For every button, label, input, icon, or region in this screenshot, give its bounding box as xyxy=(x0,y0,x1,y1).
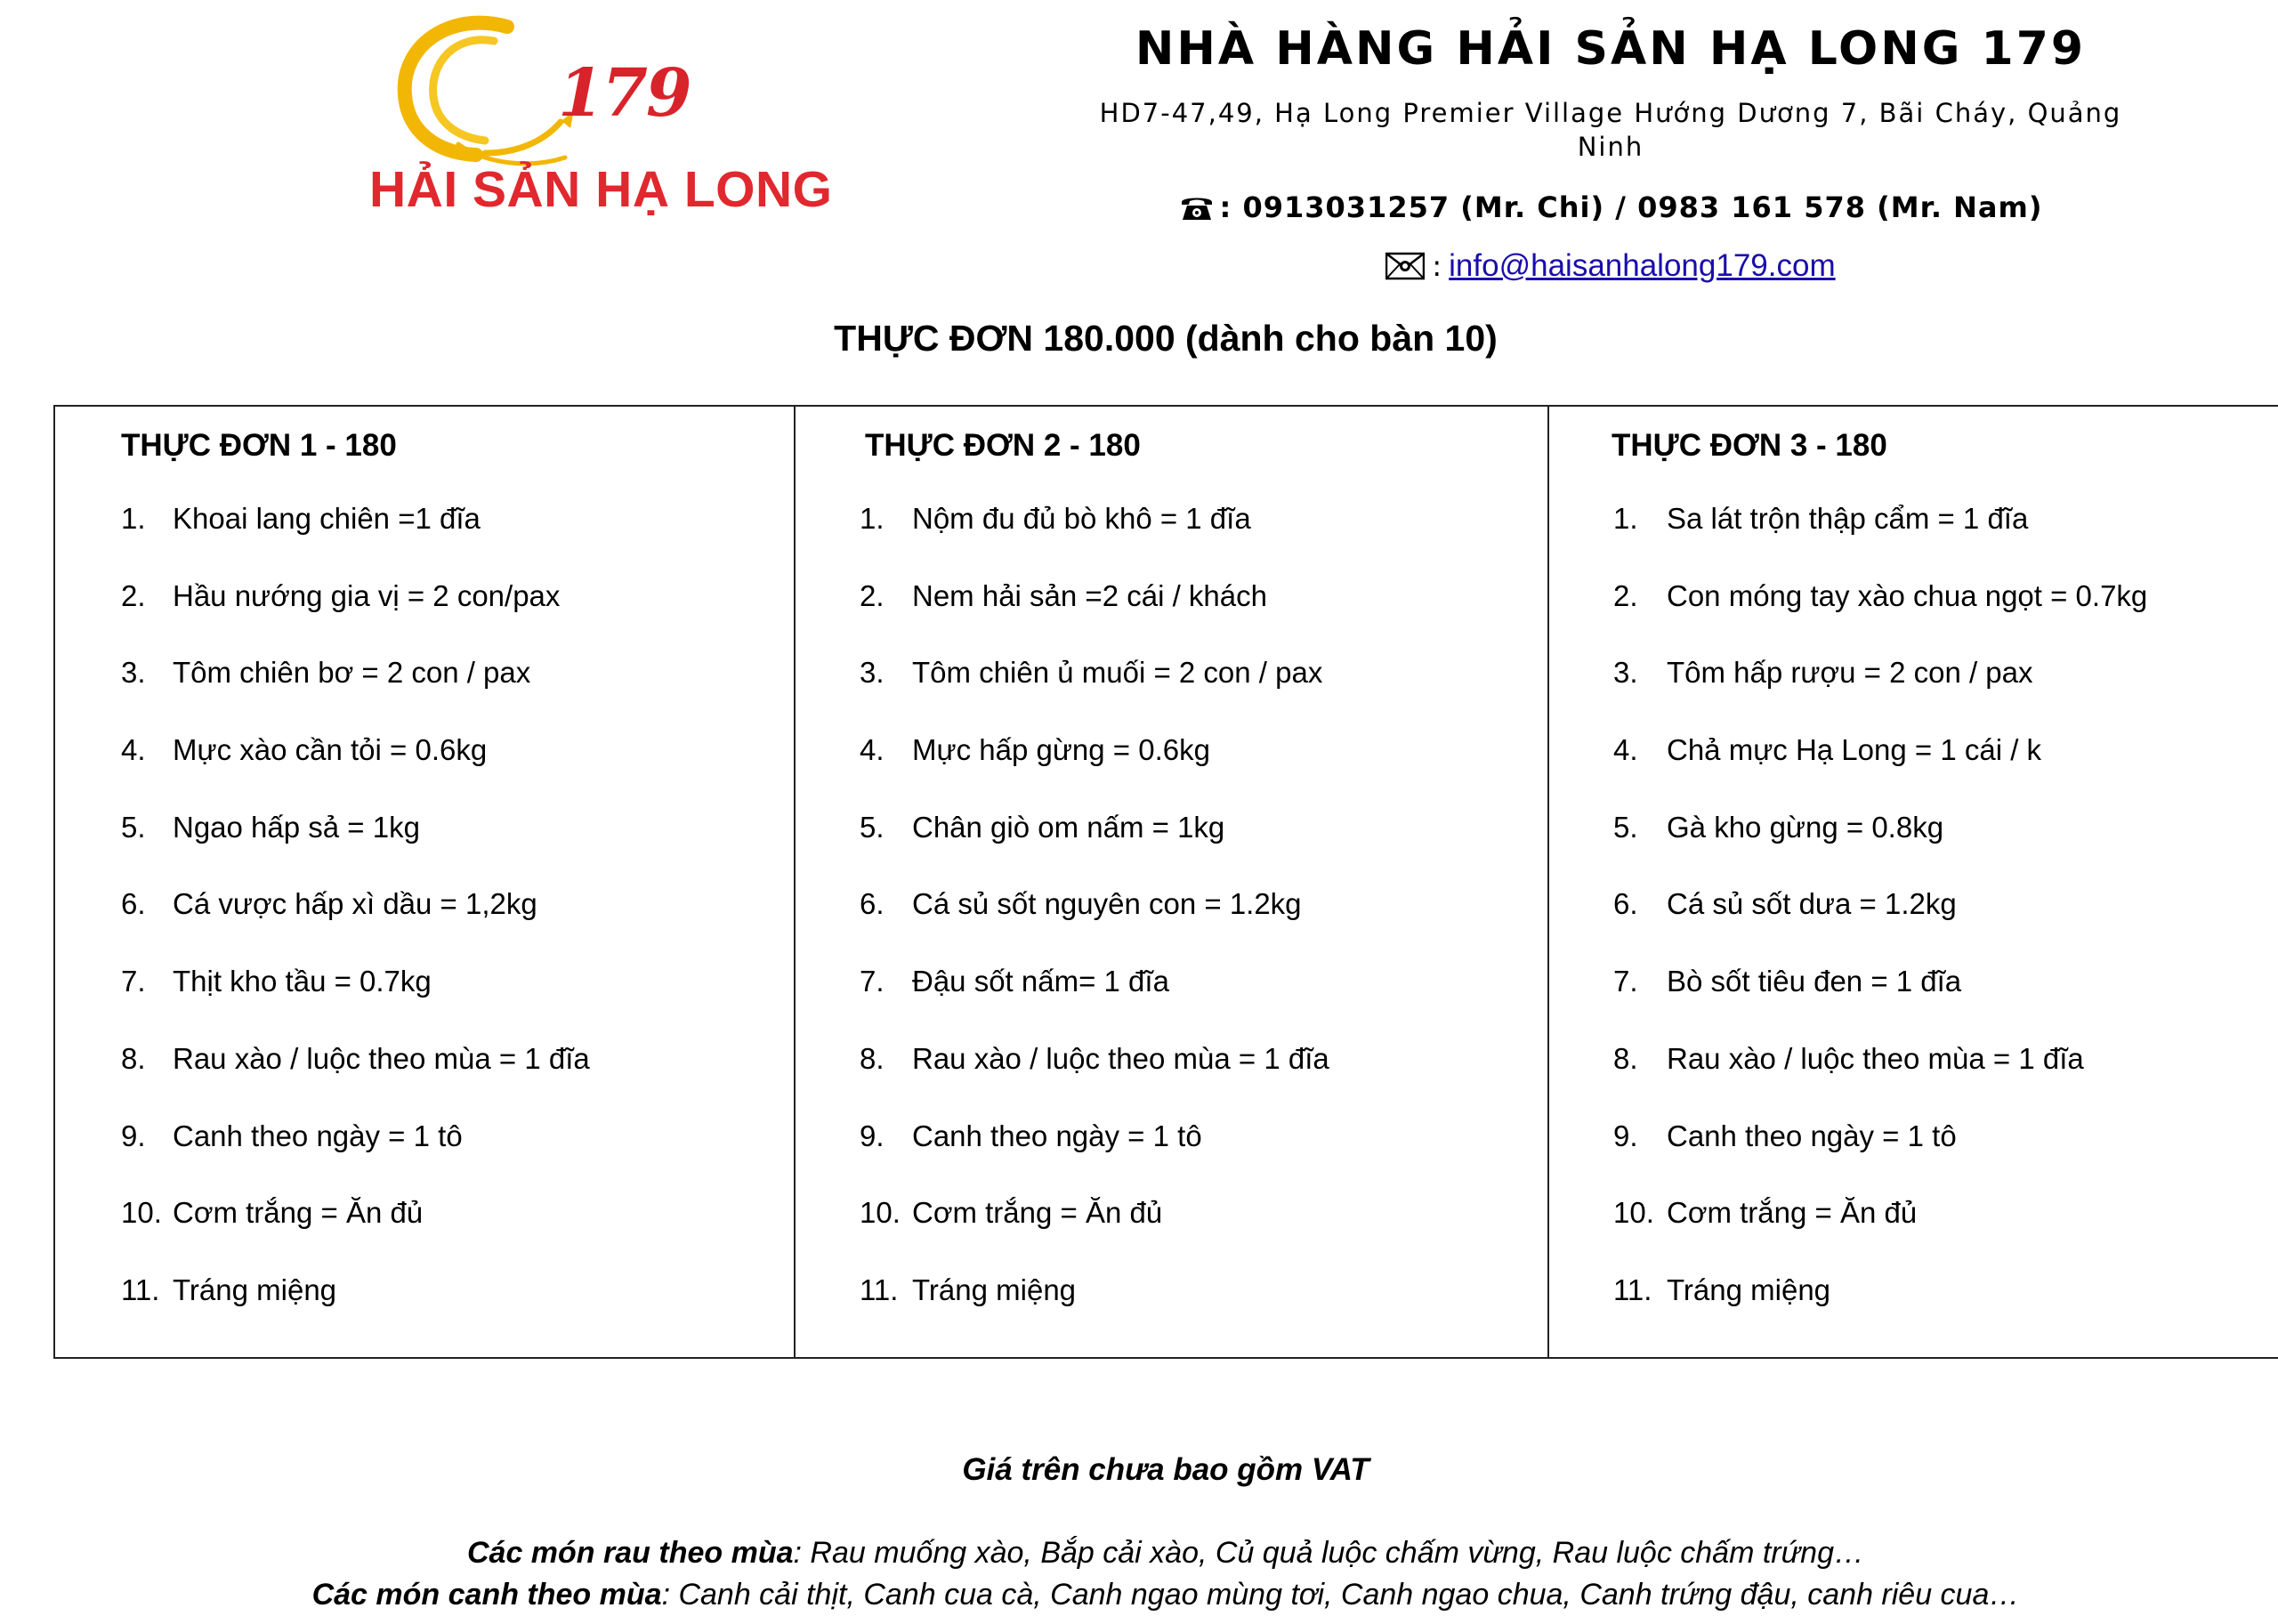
menu-item xyxy=(55,1192,794,1269)
menu-title: THỰC ĐƠN 180.000 (dành cho bàn 10) xyxy=(834,318,1498,359)
seasonal-vegetables-note xyxy=(0,1532,2278,1573)
item-text: Khoai lang chiên =1 đĩa xyxy=(173,502,481,535)
item-number: 11. xyxy=(1613,1273,1652,1306)
item-text: Mực xào cần tỏi = 0.6kg xyxy=(173,733,488,767)
restaurant-logo xyxy=(351,11,832,224)
item-number: 2. xyxy=(1613,578,1638,612)
item-number: 5. xyxy=(121,810,146,844)
menu-item xyxy=(55,960,794,1038)
email-link[interactable]: info@haisanhalong179.com xyxy=(1449,248,1836,283)
menu-table xyxy=(53,405,2278,1359)
menu-item xyxy=(796,806,1547,884)
item-text: Rau xào / luộc theo mùa = 1 đĩa xyxy=(912,1041,1329,1075)
menu-item xyxy=(1549,883,2278,960)
item-text: Con móng tay xào chua ngọt = 0.7kg xyxy=(1667,578,2148,612)
item-text: Tôm chiên bơ = 2 con / pax xyxy=(173,656,531,690)
item-text: Hầu nướng gia vị = 2 con/pax xyxy=(173,578,561,612)
menu-item xyxy=(796,575,1547,652)
menu-item xyxy=(1549,806,2278,884)
item-number: 2. xyxy=(121,578,146,612)
menu-item xyxy=(796,1192,1547,1269)
item-number: 7. xyxy=(1613,965,1638,998)
item-text: Tráng miệng xyxy=(912,1273,1077,1306)
item-number: 1. xyxy=(860,502,885,535)
seasonal-soups-label: Các món canh theo mùa xyxy=(311,1578,662,1612)
menu-item xyxy=(55,1269,794,1346)
item-text: Cá sủ sốt dưa = 1.2kg xyxy=(1667,887,1957,921)
menu-item xyxy=(796,497,1547,575)
menu-item xyxy=(1549,651,2278,729)
menu-item xyxy=(796,1269,1547,1346)
item-number: 4. xyxy=(860,733,885,767)
menu-heading: THỰC ĐƠN 1 - 180 xyxy=(121,428,397,463)
item-text: Tráng miệng xyxy=(1667,1273,1831,1306)
item-text: Cá sủ sốt nguyên con = 1.2kg xyxy=(912,887,1302,921)
menu-item xyxy=(55,1038,794,1115)
item-number: 10. xyxy=(121,1196,162,1230)
item-text: Cơm trắng = Ăn đủ xyxy=(912,1196,1163,1230)
item-number: 3. xyxy=(121,656,146,690)
restaurant-address: HD7-47,49, Hạ Long Premier Village Hướng Dương 7, Bãi Cháy, Quảng Ninh xyxy=(1099,98,2122,162)
item-text: Chả mực Hạ Long = 1 cái / k xyxy=(1667,733,2042,767)
logo-number: 179 xyxy=(558,55,691,132)
menu-item xyxy=(55,1115,794,1192)
seasonal-soups-text: : Canh cải thịt, Canh cua cà, Canh ngao mùng tơi, Canh ngao chua, Canh trứng đậu, canh riêu cua… xyxy=(661,1578,2020,1612)
menu-item xyxy=(796,1115,1547,1192)
item-text: Tráng miệng xyxy=(173,1273,337,1306)
item-number: 9. xyxy=(1613,1119,1638,1152)
menu-item xyxy=(1549,1038,2278,1115)
menu-item xyxy=(1549,1115,2278,1192)
vat-note: Giá trên chưa bao gồm VAT xyxy=(962,1452,1369,1487)
item-text: Rau xào / luộc theo mùa = 1 đĩa xyxy=(173,1041,590,1075)
menu-item xyxy=(55,883,794,960)
phone-numbers: : 0913031257 (Mr. Chi) / 0983 161 578 (Mr. Nam) xyxy=(1219,190,2043,224)
seasonal-vegetables-text: : Rau muống xào, Bắp cải xào, Củ quả luộc chấm vừng, Rau luộc chấm trứng… xyxy=(793,1536,1864,1570)
menu-item xyxy=(796,1038,1547,1115)
email-line xyxy=(1068,247,2153,285)
item-number: 5. xyxy=(860,810,885,844)
envelope-icon xyxy=(1385,252,1425,280)
menu-item xyxy=(55,575,794,652)
menu-item xyxy=(55,497,794,575)
item-number: 10. xyxy=(1613,1196,1654,1230)
menu-heading: THỰC ĐƠN 2 - 180 xyxy=(865,428,1141,463)
item-text: Chân giò om nấm = 1kg xyxy=(912,810,1225,844)
menu-item xyxy=(796,883,1547,960)
item-text: Đậu sốt nấm= 1 đĩa xyxy=(912,965,1169,998)
logo-text: HẢI SẢN HẠ LONG xyxy=(369,161,833,218)
menu-item-list xyxy=(1549,497,2278,1346)
item-text: Cơm trắng = Ăn đủ xyxy=(1667,1196,1918,1230)
item-number: 10. xyxy=(860,1196,901,1230)
item-text: Gà kho gừng = 0.8kg xyxy=(1667,810,1944,844)
menu-item xyxy=(1549,497,2278,575)
item-number: 3. xyxy=(1613,656,1638,690)
menu-column-3 xyxy=(1549,407,2278,1357)
menu-item xyxy=(1549,1269,2278,1346)
menu-item xyxy=(1549,960,2278,1038)
item-text: Thịt kho tầu = 0.7kg xyxy=(173,965,432,998)
item-number: 8. xyxy=(1613,1041,1638,1075)
menu-item xyxy=(1549,575,2278,652)
menu-item xyxy=(55,806,794,884)
item-number: 3. xyxy=(860,656,885,690)
item-text: Canh theo ngày = 1 tô xyxy=(173,1119,463,1152)
restaurant-name: NHÀ HÀNG HẢI SẢN HẠ LONG 179 xyxy=(1135,22,2087,76)
item-text: Rau xào / luộc theo mùa = 1 đĩa xyxy=(1667,1041,2084,1075)
menu-item-list xyxy=(796,497,1547,1346)
phone-line xyxy=(1068,189,2153,226)
item-number: 4. xyxy=(1613,733,1638,767)
menu-item-list xyxy=(55,497,794,1346)
phone-icon xyxy=(1179,193,1215,222)
item-number: 1. xyxy=(1613,502,1638,535)
item-text: Sa lát trộn thập cẩm = 1 đĩa xyxy=(1667,502,2029,535)
item-number: 5. xyxy=(1613,810,1638,844)
item-text: Bò sốt tiêu đen = 1 đĩa xyxy=(1667,965,1962,998)
item-number: 2. xyxy=(860,578,885,612)
item-number: 9. xyxy=(121,1119,146,1152)
menu-item xyxy=(55,729,794,806)
menu-item xyxy=(796,651,1547,729)
item-text: Cơm trắng = Ăn đủ xyxy=(173,1196,424,1230)
item-number: 1. xyxy=(121,502,146,535)
item-number: 7. xyxy=(121,965,146,998)
item-number: 6. xyxy=(121,887,146,921)
item-number: 8. xyxy=(121,1041,146,1075)
item-number: 6. xyxy=(1613,887,1638,921)
item-text: Nem hải sản =2 cái / khách xyxy=(912,578,1267,612)
item-text: Mực hấp gừng = 0.6kg xyxy=(912,733,1210,767)
restaurant-header xyxy=(1068,18,2153,285)
menu-item xyxy=(1549,729,2278,806)
item-number: 4. xyxy=(121,733,146,767)
item-text: Cá vược hấp xì dầu = 1,2kg xyxy=(173,887,537,921)
menu-item xyxy=(1549,1192,2278,1269)
item-number: 11. xyxy=(860,1273,899,1306)
menu-item xyxy=(55,651,794,729)
email-prefix: : xyxy=(1432,249,1442,283)
item-text: Tôm hấp rượu = 2 con / pax xyxy=(1667,656,2033,690)
menu-item xyxy=(796,729,1547,806)
menu-column-2 xyxy=(796,407,1549,1357)
menu-column-1 xyxy=(55,407,796,1357)
menu-heading: THỰC ĐƠN 3 - 180 xyxy=(1612,428,1887,463)
seasonal-vegetables-label: Các món rau theo mùa xyxy=(466,1536,794,1570)
item-text: Canh theo ngày = 1 tô xyxy=(912,1119,1202,1152)
item-text: Nộm đu đủ bò khô = 1 đĩa xyxy=(912,502,1251,535)
item-number: 8. xyxy=(860,1041,885,1075)
menu-item xyxy=(796,960,1547,1038)
item-number: 9. xyxy=(860,1119,885,1152)
item-text: Tôm chiên ủ muối = 2 con / pax xyxy=(912,656,1323,690)
item-text: Ngao hấp sả = 1kg xyxy=(173,810,420,844)
item-number: 11. xyxy=(121,1273,160,1306)
seasonal-soups-note xyxy=(0,1574,2278,1615)
item-number: 6. xyxy=(860,887,885,921)
item-text: Canh theo ngày = 1 tô xyxy=(1667,1119,1957,1152)
item-number: 7. xyxy=(860,965,885,998)
